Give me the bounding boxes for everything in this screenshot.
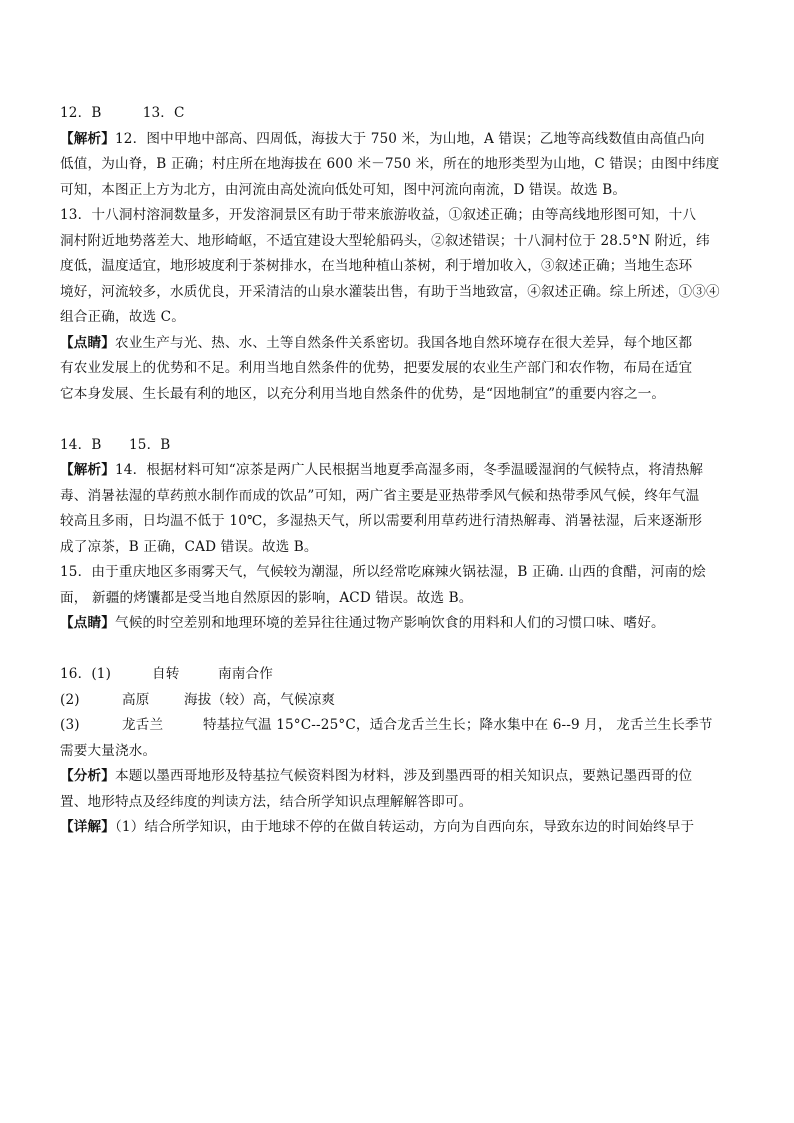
answer-blank: 海拔（较）高，气候凉爽 — [184, 691, 336, 708]
analysis-tag: 【分析】 — [60, 768, 115, 784]
analysis-line: 较高且多雨，日均温不低于 10℃，多湿热天气，所以需要利用草药进行清热解毒、消暑祛湿，后来逐渐形 — [60, 513, 703, 529]
answer-blank: 特基拉气温 15°C--25°C，适合龙舌兰生长；降水集中在 6--9 月， 龙舌兰生长季节 — [203, 717, 713, 733]
comment-text: 农业生产与光、热、水、土等自然条件关系密切。我国各地自然环境存在很大差异，每个地区都 — [114, 334, 693, 351]
analysis-line: 可知，本图正上方为北方，由河流由高处流向低处可知，图中河流向南流，D 错误。故选 B。 — [60, 181, 627, 198]
answer-row-16-2 — [60, 688, 710, 714]
comment-line — [60, 331, 710, 357]
answer-blank: 高原 — [122, 691, 150, 708]
comment-line: 它本身发展、生长最有利的地区，以充分利用当地自然条件的优势，是“因地制宜”的重要内容之一。 — [60, 385, 666, 402]
comment-text: 气候的时空差别和地理环境的差异往往通过物产影响饮食的用料和人们的习惯口味、嗜好。 — [114, 615, 665, 631]
analysis-line: 低值，为山脊，B 正确；村庄所在地海拔在 600 米－750 米，所在的地形类型为山地，C 错误；由图中纬度 — [60, 156, 720, 172]
analysis-line — [60, 458, 710, 484]
analysis-line: 置、地形特点及经纬度的判读方法，结合所学知识点理解解答即可。 — [60, 793, 473, 810]
answer-blank: 龙舌兰 — [122, 717, 164, 733]
analysis-line: 组合正确，故选 C。 — [60, 309, 185, 325]
analysis-tag: 【解析】 — [60, 462, 115, 478]
answer-row-16-1 — [60, 662, 710, 688]
comment-line: 有农业发展上的优势和不足。利用当地自然条件的优势，把要发展的农业生产部门和农作物，布局在适宜 — [60, 360, 693, 376]
detail-tag: 【详解】 — [60, 819, 115, 835]
analysis-line: 洞村附近地势落差大、地形崎岖，不适宜建设大型轮船码头，②叙述错误；十八洞村位于 28.5°N 附近，纬 — [60, 232, 710, 249]
answer-line-14-15: 14．B 15．B — [60, 436, 171, 453]
analysis-line: 度低，温度适宜，地形坡度利于茶树排水，在当地种植山茶树，利于增加收入，③叙述正确；当地生态环 — [60, 258, 693, 274]
comment-tag: 【点睛】 — [60, 615, 115, 631]
detail-text: （1）结合所学知识，由于地球不停的在做自转运动，方向为自西向东，导致东边的时间始终早于 — [114, 819, 695, 835]
spacer — [60, 407, 710, 433]
item-number: (2) — [60, 691, 80, 708]
detail-line — [60, 815, 710, 841]
analysis-text: 12．图中甲地中部高、四周低，海拔大于 750 米，为山地，A 错误；乙地等高线数值由高值凸向 — [114, 130, 705, 147]
answer-blank: 南南合作 — [218, 666, 273, 682]
answer-line-12-13: 12．B 13．C — [60, 105, 185, 121]
analysis-line: 成了凉茶，B 正确，CAD 错误。故选 B。 — [60, 538, 318, 555]
analysis-line — [60, 764, 710, 790]
item-number: 16．(1) — [60, 666, 112, 682]
answer-row-16-3-cont: 需要大量浇水。 — [60, 742, 157, 759]
analysis-tag: 【解析】 — [60, 130, 115, 147]
spacer — [60, 637, 710, 663]
item-number: (3) — [60, 717, 80, 733]
analysis-line: 毒、消暑祛湿的草药煎水制作而成的饮品”可知，两广省主要是亚热带季风气候和热带季风气候，终年气温 — [60, 487, 700, 504]
analysis-line: 境好，河流较多，水质优良，开采清洁的山泉水灌装出售，有助于当地致富，④叙述正确。综上所述，①③④ — [60, 283, 720, 300]
analysis-line — [60, 127, 710, 153]
analysis-text: 本题以墨西哥地形及特基拉气候资料图为材料，涉及到墨西哥的相关知识点，要熟记墨西哥的位 — [114, 768, 693, 784]
analysis-text: 14．根据材料可知“凉茶是两广人民根据当地夏季高湿多雨，冬季温暖湿润的气候特点，将清热解 — [114, 462, 704, 478]
answer-blank: 自转 — [152, 666, 180, 682]
analysis-line: 13．十八洞村溶洞数量多，开发溶洞景区有助于带来旅游收益，①叙述正确；由等高线地形图可知，十八 — [60, 207, 697, 223]
analysis-line: 15．由于重庆地区多雨雾天气，气候较为潮湿，所以经常吃麻辣火锅祛湿，B 正确. 山西的食醋，河南的烩 — [60, 564, 706, 580]
answer-row-16-3 — [60, 713, 713, 739]
comment-tag: 【点睛】 — [60, 334, 115, 351]
analysis-line: 面， 新疆的烤馕都是受当地自然原因的影响，ACD 错误。故选 B。 — [60, 589, 473, 606]
comment-line — [60, 611, 710, 637]
